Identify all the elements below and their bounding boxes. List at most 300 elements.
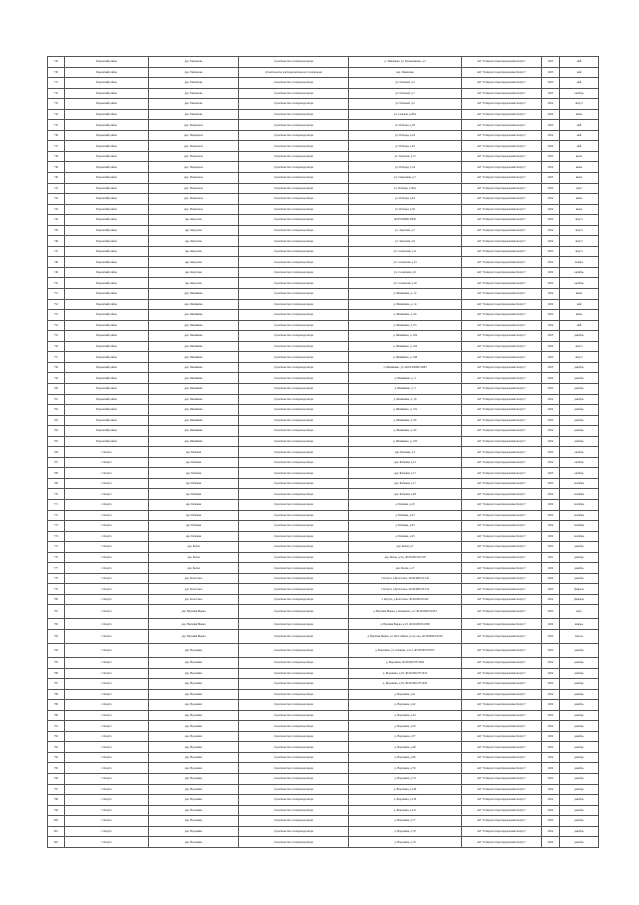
year-cell: 2022: [542, 405, 560, 416]
district-cell: г. Калуга: [65, 510, 149, 521]
year-cell: 2022: [542, 816, 560, 827]
work-type-cell: строительство газопровода ввода: [239, 236, 349, 247]
row-number: 773: [48, 521, 65, 532]
district-cell: Боровский район: [65, 415, 149, 426]
month-cell: октябрь: [560, 447, 599, 458]
table-row: [48, 194, 599, 205]
settlement-cell: дер. Тимашово: [149, 88, 239, 99]
row-number: 784: [48, 643, 65, 657]
month-cell: май: [560, 57, 599, 68]
table-row: [48, 109, 599, 120]
district-cell: Боровский район: [65, 341, 149, 352]
table-row: [48, 629, 599, 643]
work-type-cell: строительство газопровода ввода: [239, 373, 349, 384]
work-type-cell: строительство газопровода ввода: [239, 689, 349, 700]
district-cell: Боровский район: [65, 173, 149, 184]
row-number: 750: [48, 278, 65, 289]
work-type-cell: строительство газопровода ввода: [239, 742, 349, 753]
work-type-cell: строительство газопровода ввода: [239, 584, 349, 595]
organization-cell: АО "Газпром газораспределение Калуга": [462, 394, 542, 405]
settlement-cell: дер. Воронина: [149, 837, 239, 848]
month-cell: август: [560, 236, 599, 247]
address-cell: ул. Победы, д.50: [349, 204, 462, 215]
row-number: 732: [48, 88, 65, 99]
row-number: 781: [48, 605, 65, 619]
district-cell: Боровский район: [65, 426, 149, 437]
row-number: 800: [48, 816, 65, 827]
work-type-cell: строительство газопровода ввода: [239, 299, 349, 310]
year-cell: 2022: [542, 784, 560, 795]
year-cell: 2022: [542, 731, 560, 742]
address-cell: дер. Бабенки, д.3: [349, 447, 462, 458]
organization-cell: АО "Газпром газораспределение Калуга": [462, 489, 542, 500]
table-row: [48, 88, 599, 99]
year-cell: 2022: [542, 629, 560, 643]
row-number: 734: [48, 109, 65, 120]
organization-cell: АО "Газпром газораспределение Калуга": [462, 679, 542, 690]
table-row: [48, 795, 599, 806]
district-cell: г. Калуга: [65, 710, 149, 721]
row-number: 746: [48, 236, 65, 247]
row-number: 749: [48, 267, 65, 278]
row-number: 795: [48, 763, 65, 774]
settlement-cell: дер. Болотское: [149, 594, 239, 605]
table-row: [48, 521, 599, 532]
work-type-cell: строительство газопровода ввода: [239, 784, 349, 795]
address-cell: д. Воронина, д.70: [349, 763, 462, 774]
year-cell: 2022: [542, 826, 560, 837]
row-number: 739: [48, 162, 65, 173]
district-cell: Боровский район: [65, 78, 149, 89]
table-row: [48, 689, 599, 700]
table-row: [48, 352, 599, 363]
address-cell: дер. Бабенки, д.28: [349, 489, 462, 500]
work-type-cell: строительство газопровода ввода: [239, 619, 349, 630]
organization-cell: АО "Газпром газораспределение Калуга": [462, 267, 542, 278]
work-type-cell: строительство газопровода ввода: [239, 573, 349, 584]
organization-cell: АО "Газпром газораспределение Калуга": [462, 619, 542, 630]
district-cell: г. Калуга: [65, 805, 149, 816]
settlement-cell: дер. Воронина: [149, 731, 239, 742]
organization-cell: АО "Газпром газораспределение Калуга": [462, 246, 542, 257]
settlement-cell: дер. Воронина: [149, 805, 239, 816]
settlement-cell: дер. Федотово: [149, 215, 239, 226]
work-type-cell: строительство газопровода ввода: [239, 521, 349, 532]
address-cell: д. Воронина, д.44: [349, 710, 462, 721]
address-cell: ул. Победы, д.39: [349, 120, 462, 131]
settlement-cell: дер. Шемякино: [149, 405, 239, 416]
work-type-cell: строительство газопровода ввода: [239, 499, 349, 510]
address-cell: д. Шемякино, д. 96: [349, 415, 462, 426]
organization-cell: АО "Газпром газораспределение Калуга": [462, 299, 542, 310]
organization-cell: АО "Газпром газораспределение Калуга": [462, 837, 542, 848]
settlement-cell: дер. Шемякино: [149, 331, 239, 342]
address-cell: ул. Солнечная, д.11: [349, 246, 462, 257]
month-cell: июль: [560, 151, 599, 162]
organization-cell: АО "Газпром газораспределение Калуга": [462, 120, 542, 131]
settlement-cell: дер. Шемякино: [149, 426, 239, 437]
month-cell: сентябрь: [560, 478, 599, 489]
table-row: [48, 267, 599, 278]
organization-cell: АО "Газпром газораспределение Калуга": [462, 278, 542, 289]
address-cell: дер. Бабенки, д.17: [349, 468, 462, 479]
district-cell: Боровский район: [65, 67, 149, 78]
table-row: [48, 837, 599, 848]
address-cell: д. Воронина, д.59: [349, 721, 462, 732]
organization-cell: АО "Газпром газораспределение Калуга": [462, 478, 542, 489]
table-row: [48, 299, 599, 310]
month-cell: май: [560, 130, 599, 141]
district-cell: Боровский район: [65, 141, 149, 152]
settlement-cell: дер. Бабенки: [149, 457, 239, 468]
address-cell: ул. Заречная, д.9: [349, 236, 462, 247]
month-cell: декабрь: [560, 752, 599, 763]
year-cell: 2023: [542, 67, 560, 78]
settlement-cell: дер. Бабенки: [149, 478, 239, 489]
address-cell: д. Верхняя Вырка, д.19, 40:26:000234:309: [349, 619, 462, 630]
table-row: [48, 584, 599, 595]
row-number: 786: [48, 668, 65, 679]
month-cell: май: [560, 120, 599, 131]
row-number: 737: [48, 141, 65, 152]
district-cell: г. Калуга: [65, 837, 149, 848]
month-cell: май: [560, 299, 599, 310]
district-cell: Боровский район: [65, 183, 149, 194]
table-row: [48, 774, 599, 785]
address-cell: д. Воронина, д.149: [349, 784, 462, 795]
row-number: 777: [48, 563, 65, 574]
work-type-cell: строительство газопровода ввода: [239, 320, 349, 331]
month-cell: декабрь: [560, 383, 599, 394]
district-cell: г. Калуга: [65, 584, 149, 595]
year-cell: 2022: [542, 373, 560, 384]
address-cell: д. Шемякино, д. 16: [349, 394, 462, 405]
row-number: 798: [48, 795, 65, 806]
address-cell: д. Шемякино, д. 104: [349, 331, 462, 342]
organization-cell: АО "Газпром газораспределение Калуга": [462, 310, 542, 321]
district-cell: г. Калуга: [65, 489, 149, 500]
table-row: [48, 679, 599, 690]
work-type-cell: строительство газопровода ввода: [239, 78, 349, 89]
organization-cell: АО "Газпром газораспределение Калуга": [462, 225, 542, 236]
settlement-cell: дер. Тимашово: [149, 109, 239, 120]
settlement-cell: дер. Болотское: [149, 584, 239, 595]
organization-cell: АО "Газпром газораспределение Калуга": [462, 415, 542, 426]
district-cell: Боровский район: [65, 151, 149, 162]
address-cell: д. Шемякино, д. 104: [349, 341, 462, 352]
work-type-cell: строительство газопровода ввода: [239, 204, 349, 215]
organization-cell: АО "Газпром газораспределение Калуга": [462, 457, 542, 468]
settlement-cell: дер. Бабенки: [149, 510, 239, 521]
settlement-cell: дер. Белая: [149, 552, 239, 563]
year-cell: 2022: [542, 183, 560, 194]
month-cell: октябрь: [560, 267, 599, 278]
row-number: 764: [48, 426, 65, 437]
address-cell: д. Воронина, д.74: [349, 774, 462, 785]
organization-cell: АО "Газпром газораспределение Калуга": [462, 99, 542, 110]
year-cell: 2022: [542, 130, 560, 141]
row-number: 766: [48, 447, 65, 458]
row-number: 769: [48, 478, 65, 489]
district-cell: г. Калуга: [65, 731, 149, 742]
month-cell: декабрь: [560, 373, 599, 384]
year-cell: 2022: [542, 204, 560, 215]
organization-cell: АО "Газпром газораспределение Калуга": [462, 700, 542, 711]
address-cell: ул. Победы, д.45: [349, 141, 462, 152]
year-cell: 2022: [542, 742, 560, 753]
table-row: [48, 489, 599, 500]
year-cell: 2023: [542, 605, 560, 619]
table-row: [48, 710, 599, 721]
organization-cell: АО "Газпром газораспределение Калуга": [462, 499, 542, 510]
month-cell: октябрь: [560, 457, 599, 468]
address-cell: д. Шемякино, д. 3: [349, 383, 462, 394]
address-cell: ул. Полевой, д.7: [349, 88, 462, 99]
work-type-cell: строительство газопровода ввода: [239, 629, 349, 643]
district-cell: Боровский район: [65, 162, 149, 173]
table-row: [48, 405, 599, 416]
row-number: 744: [48, 215, 65, 226]
work-type-cell: строительство газопровода ввода: [239, 109, 349, 120]
district-cell: Боровский район: [65, 204, 149, 215]
work-type-cell: строительство газопровода ввода: [239, 710, 349, 721]
organization-cell: АО "Газпром газораспределение Калуга": [462, 721, 542, 732]
district-cell: г. Калуга: [65, 531, 149, 542]
district-cell: г. Калуга: [65, 499, 149, 510]
row-number: 741: [48, 183, 65, 194]
month-cell: декабрь: [560, 362, 599, 373]
organization-cell: АО "Газпром газораспределение Калуга": [462, 141, 542, 152]
address-cell: д. Верхняя Вырка, д.Ломакино, д.3, 40:26:000234:253: [349, 605, 462, 619]
year-cell: 2023: [542, 331, 560, 342]
district-cell: г. Калуга: [65, 594, 149, 605]
work-type-cell: строительство газопровода ввода: [239, 120, 349, 131]
address-cell: д. Бабенки, д.43: [349, 521, 462, 532]
work-type-cell: строительство газопровода ввода: [239, 643, 349, 657]
settlement-cell: дер. Воронина: [149, 657, 239, 668]
settlement-cell: дер. Бабенки: [149, 531, 239, 542]
work-type-cell: строительство газопровода ввода: [239, 510, 349, 521]
district-cell: г. Калуга: [65, 619, 149, 630]
work-type-cell: строительство газопровода ввода: [239, 552, 349, 563]
year-cell: 2022: [542, 457, 560, 468]
work-type-cell: строительство газопровода ввода: [239, 162, 349, 173]
year-cell: 2022: [542, 162, 560, 173]
district-cell: г. Калуга: [65, 721, 149, 732]
month-cell: апрель: [560, 629, 599, 643]
organization-cell: АО "Газпром газораспределение Калуга": [462, 257, 542, 268]
organization-cell: АО "Газпром газораспределение Калуга": [462, 289, 542, 300]
row-number: 797: [48, 784, 65, 795]
row-number: 730: [48, 67, 65, 78]
table-row: [48, 257, 599, 268]
table-row: [48, 362, 599, 373]
address-cell: д. Воронина, д.150: [349, 795, 462, 806]
month-cell: август: [560, 352, 599, 363]
year-cell: 2022: [542, 225, 560, 236]
organization-cell: АО "Газпром газораспределение Калуга": [462, 109, 542, 120]
row-number: 751: [48, 289, 65, 300]
organization-cell: АО "Газпром газораспределение Калуга": [462, 204, 542, 215]
district-cell: г. Калуга: [65, 447, 149, 458]
month-cell: декабрь: [560, 415, 599, 426]
settlement-cell: дер. Шемякино: [149, 436, 239, 447]
table-row: [48, 204, 599, 215]
work-type-cell: строительство газопровода ввода: [239, 436, 349, 447]
table-row: [48, 78, 599, 89]
table-row: [48, 120, 599, 131]
row-number: 787: [48, 679, 65, 690]
year-cell: 2022: [542, 721, 560, 732]
month-cell: декабрь: [560, 731, 599, 742]
month-cell: декабрь: [560, 721, 599, 732]
year-cell: 2023: [542, 478, 560, 489]
district-cell: г. Калуга: [65, 742, 149, 753]
address-cell: д. Шемякино, д. 14: [349, 299, 462, 310]
settlement-cell: дер. Бабенки: [149, 489, 239, 500]
year-cell: 2022: [542, 352, 560, 363]
table-row: [48, 594, 599, 605]
organization-cell: АО "Газпром газораспределение Калуга": [462, 742, 542, 753]
table-row: [48, 320, 599, 331]
organization-cell: АО "Газпром газораспределение Калуга": [462, 805, 542, 816]
settlement-cell: дер. Воронина: [149, 742, 239, 753]
address-cell: ул. Победы, д.50А: [349, 183, 462, 194]
settlement-cell: дер. Уваровское: [149, 183, 239, 194]
address-cell: г. Калуга, д.Болотское, 40:26:000116:69: [349, 594, 462, 605]
table-row: [48, 731, 599, 742]
address-cell: 40:03:040001:0030: [349, 215, 462, 226]
settlement-cell: дер. Уваровское: [149, 204, 239, 215]
row-number: 745: [48, 225, 65, 236]
row-number: 791: [48, 721, 65, 732]
organization-cell: АО "Газпром газораспределение Калуга": [462, 784, 542, 795]
year-cell: 2022: [542, 289, 560, 300]
table-row: [48, 162, 599, 173]
organization-cell: АО "Газпром газораспределение Калуга": [462, 57, 542, 68]
year-cell: 2023: [542, 173, 560, 184]
organization-cell: АО "Газпром газораспределение Калуга": [462, 752, 542, 763]
address-cell: ул. Солнечная, д.9: [349, 267, 462, 278]
year-cell: 2022: [542, 795, 560, 806]
work-type-cell: строительство газопровода ввода: [239, 130, 349, 141]
row-number: 752: [48, 299, 65, 310]
row-number: 793: [48, 742, 65, 753]
month-cell: декабрь: [560, 436, 599, 447]
year-cell: 2022: [542, 215, 560, 226]
organization-cell: АО "Газпром газораспределение Калуга": [462, 826, 542, 837]
address-cell: дер. Белая, д.7: [349, 542, 462, 553]
row-number: 748: [48, 257, 65, 268]
table-row: [48, 643, 599, 657]
year-cell: 2022: [542, 499, 560, 510]
month-cell: декабрь: [560, 394, 599, 405]
table-row: [48, 763, 599, 774]
district-cell: Боровский район: [65, 120, 149, 131]
district-cell: Боровский район: [65, 57, 149, 68]
settlement-cell: дер. Воронина: [149, 816, 239, 827]
work-type-cell: строительство газопровода ввода: [239, 468, 349, 479]
work-type-cell: строительство газопровода ввода: [239, 816, 349, 827]
work-type-cell: строительство газопровода ввода: [239, 341, 349, 352]
address-cell: д. Воронина, д.18, 40:26:000178:1463: [349, 679, 462, 690]
address-cell: ул. Полевой, д.3: [349, 78, 462, 89]
month-cell: январь: [560, 619, 599, 630]
address-cell: д. Шемякино, д. 92: [349, 426, 462, 437]
row-number: 774: [48, 531, 65, 542]
month-cell: март: [560, 605, 599, 619]
work-type-cell: строительство газопровода ввода: [239, 805, 349, 816]
table-row: [48, 341, 599, 352]
table-row: [48, 331, 599, 342]
district-cell: г. Калуга: [65, 573, 149, 584]
settlement-cell: дер. Воронина: [149, 643, 239, 657]
settlement-cell: дер. Шемякино: [149, 310, 239, 321]
address-cell: ул. Солнечная, д.13: [349, 257, 462, 268]
row-number: 731: [48, 78, 65, 89]
row-number: 789: [48, 700, 65, 711]
work-type-cell: строительство газопровода ввода: [239, 594, 349, 605]
year-cell: 2023: [542, 246, 560, 257]
address-cell: д. Шемякино, уч. 40:03:020801:0083: [349, 362, 462, 373]
year-cell: 2022: [542, 394, 560, 405]
year-cell: 2022: [542, 763, 560, 774]
address-cell: ул. Солнечная, д.16: [349, 278, 462, 289]
organization-cell: АО "Газпром газораспределение Калуга": [462, 352, 542, 363]
year-cell: 2022: [542, 657, 560, 668]
district-cell: г. Калуга: [65, 826, 149, 837]
year-cell: 2023: [542, 468, 560, 479]
district-cell: Боровский район: [65, 405, 149, 416]
organization-cell: АО "Газпром газораспределение Калуга": [462, 629, 542, 643]
settlement-cell: дер. Федотово: [149, 236, 239, 247]
organization-cell: АО "Газпром газораспределение Калуга": [462, 373, 542, 384]
work-type-cell: строительство газопровода ввода: [239, 826, 349, 837]
month-cell: декабрь: [560, 805, 599, 816]
row-number: 736: [48, 130, 65, 141]
table-row: [48, 383, 599, 394]
row-number: 796: [48, 774, 65, 785]
address-cell: д. Воронина, д.37: [349, 731, 462, 742]
district-cell: Боровский район: [65, 331, 149, 342]
organization-cell: АО "Газпром газораспределение Калуга": [462, 584, 542, 595]
organization-cell: АО "Газпром газораспределение Калуга": [462, 563, 542, 574]
row-number: 761: [48, 394, 65, 405]
district-cell: Боровский район: [65, 88, 149, 99]
organization-cell: АО "Газпром газораспределение Калуга": [462, 552, 542, 563]
settlement-cell: дер. Федотово: [149, 225, 239, 236]
settlement-cell: дер. Шемякино: [149, 352, 239, 363]
table-row: [48, 130, 599, 141]
year-cell: 2022: [542, 668, 560, 679]
address-cell: д. Воронина, 40:26:000178:1094: [349, 657, 462, 668]
row-number: 758: [48, 362, 65, 373]
year-cell: 2022: [542, 236, 560, 247]
month-cell: декабрь: [560, 643, 599, 657]
gasification-table: [47, 56, 599, 848]
table-row: [48, 542, 599, 553]
year-cell: 2021: [542, 552, 560, 563]
month-cell: июнь: [560, 204, 599, 215]
settlement-cell: дер. Шемякино: [149, 394, 239, 405]
organization-cell: АО "Газпром газораспределение Калуга": [462, 657, 542, 668]
district-cell: Боровский район: [65, 320, 149, 331]
address-cell: дер. Бабенки, д.12: [349, 457, 462, 468]
address-cell: д. Шемякино, д. 108: [349, 352, 462, 363]
organization-cell: АО "Газпром газораспределение Калуга": [462, 542, 542, 553]
month-cell: июнь: [560, 109, 599, 120]
address-cell: д. Воронина, д.66: [349, 752, 462, 763]
